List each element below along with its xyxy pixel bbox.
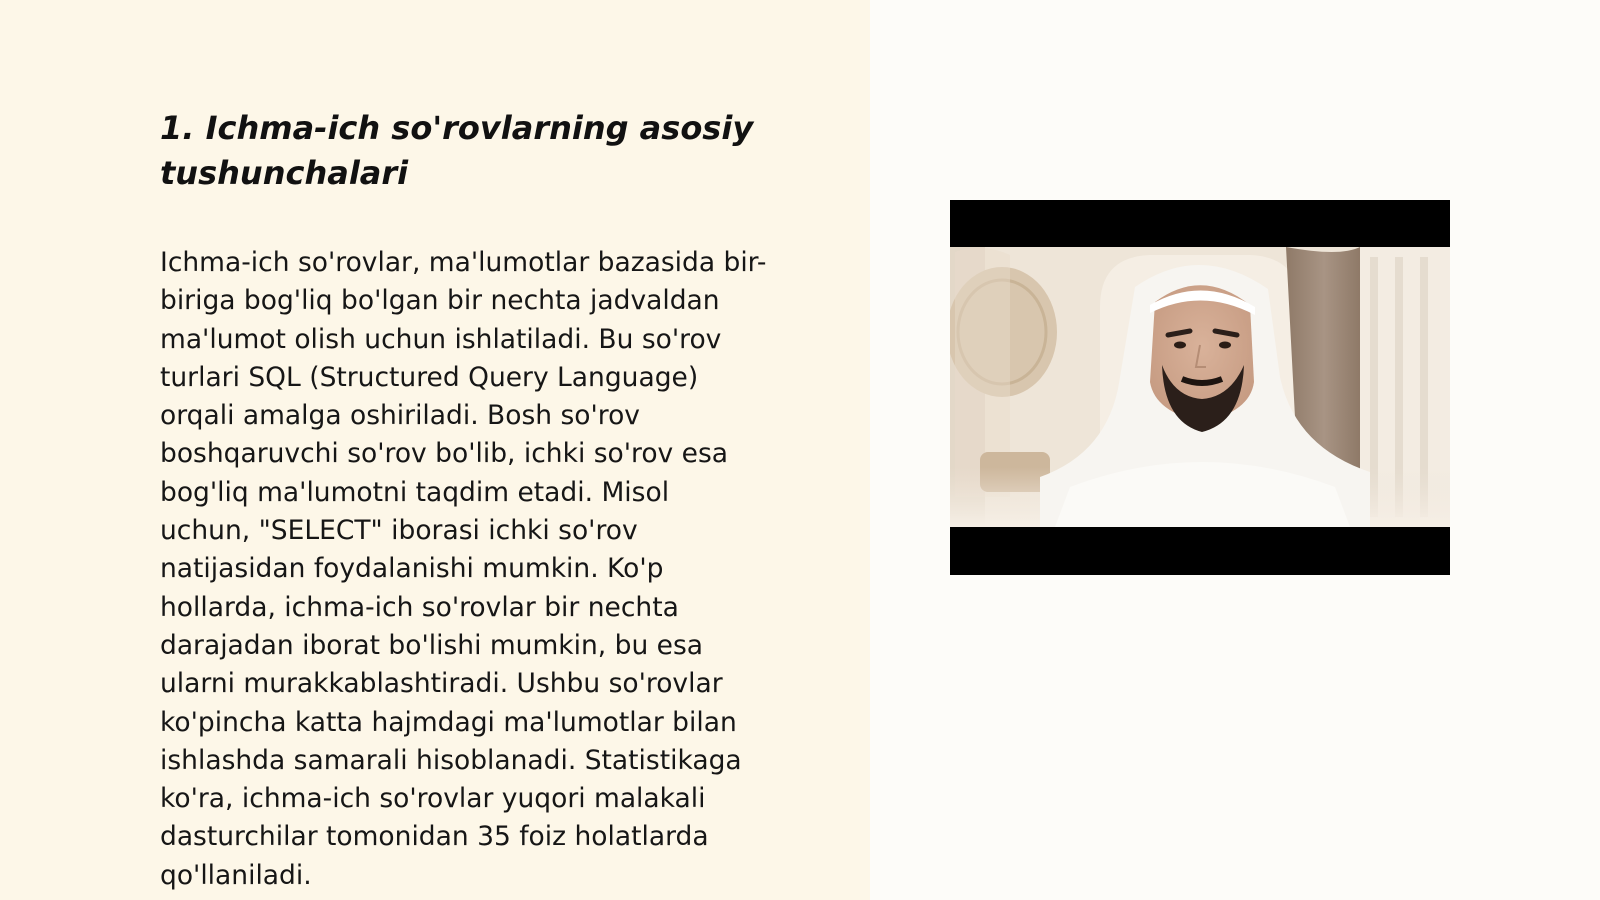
body-line: biriga bog'liq bo'lgan bir nechta jadvaldan: [160, 285, 720, 317]
body-line: natijasidan foydalanishi mumkin. Ko'p: [160, 553, 664, 585]
body-paragraph: [160, 244, 860, 895]
body-line: Ichma-ich so'rovlar, ma'lumotlar bazasida bir-: [160, 247, 767, 278]
body-line: uchun, "SELECT" iborasi ichki so'rov: [160, 515, 638, 547]
video-thumbnail: [950, 247, 1450, 527]
body-line: dasturchilar tomonidan 35 foiz holatlarda: [160, 821, 709, 853]
body-line: ko'pincha katta hajmdagi ma'lumotlar bilan: [160, 706, 737, 738]
body-line: ularni murakkablashtiradi. Ushbu so'rovlar: [160, 668, 723, 700]
eye: [1219, 342, 1231, 349]
eye: [1174, 342, 1186, 349]
slide-title-line: 1. Ichma-ich so'rovlarning asosiy: [160, 109, 754, 147]
body-line: ko'ra, ichma-ich so'rovlar yuqori malakali: [160, 783, 706, 815]
body-line: turlari SQL (Structured Query Language): [160, 361, 699, 393]
slide-title: [160, 106, 820, 196]
body-line: bog'liq ma'lumotni taqdim etadi. Misol: [160, 476, 670, 508]
body-line: ma'lumot olish uchun ishlatiladi. Bu so'rov: [160, 323, 722, 355]
slide-title-line: tushunchalari: [160, 154, 409, 192]
body-line: hollarda, ichma-ich so'rovlar bir nechta: [160, 591, 679, 623]
body-line: boshqaruvchi so'rov bo'lib, ichki so'rov esa: [160, 438, 729, 470]
body-line: qo'llaniladi.: [160, 859, 312, 891]
body-line: orqali amalga oshiriladi. Bosh so'rov: [160, 400, 640, 432]
embedded-video[interactable]: [950, 200, 1450, 575]
video-frame: [950, 247, 1450, 527]
body-line: ishlashda samarali hisoblanadi. Statistikaga: [160, 744, 742, 776]
body-line: darajadan iborat bo'lishi mumkin, bu esa: [160, 629, 704, 661]
